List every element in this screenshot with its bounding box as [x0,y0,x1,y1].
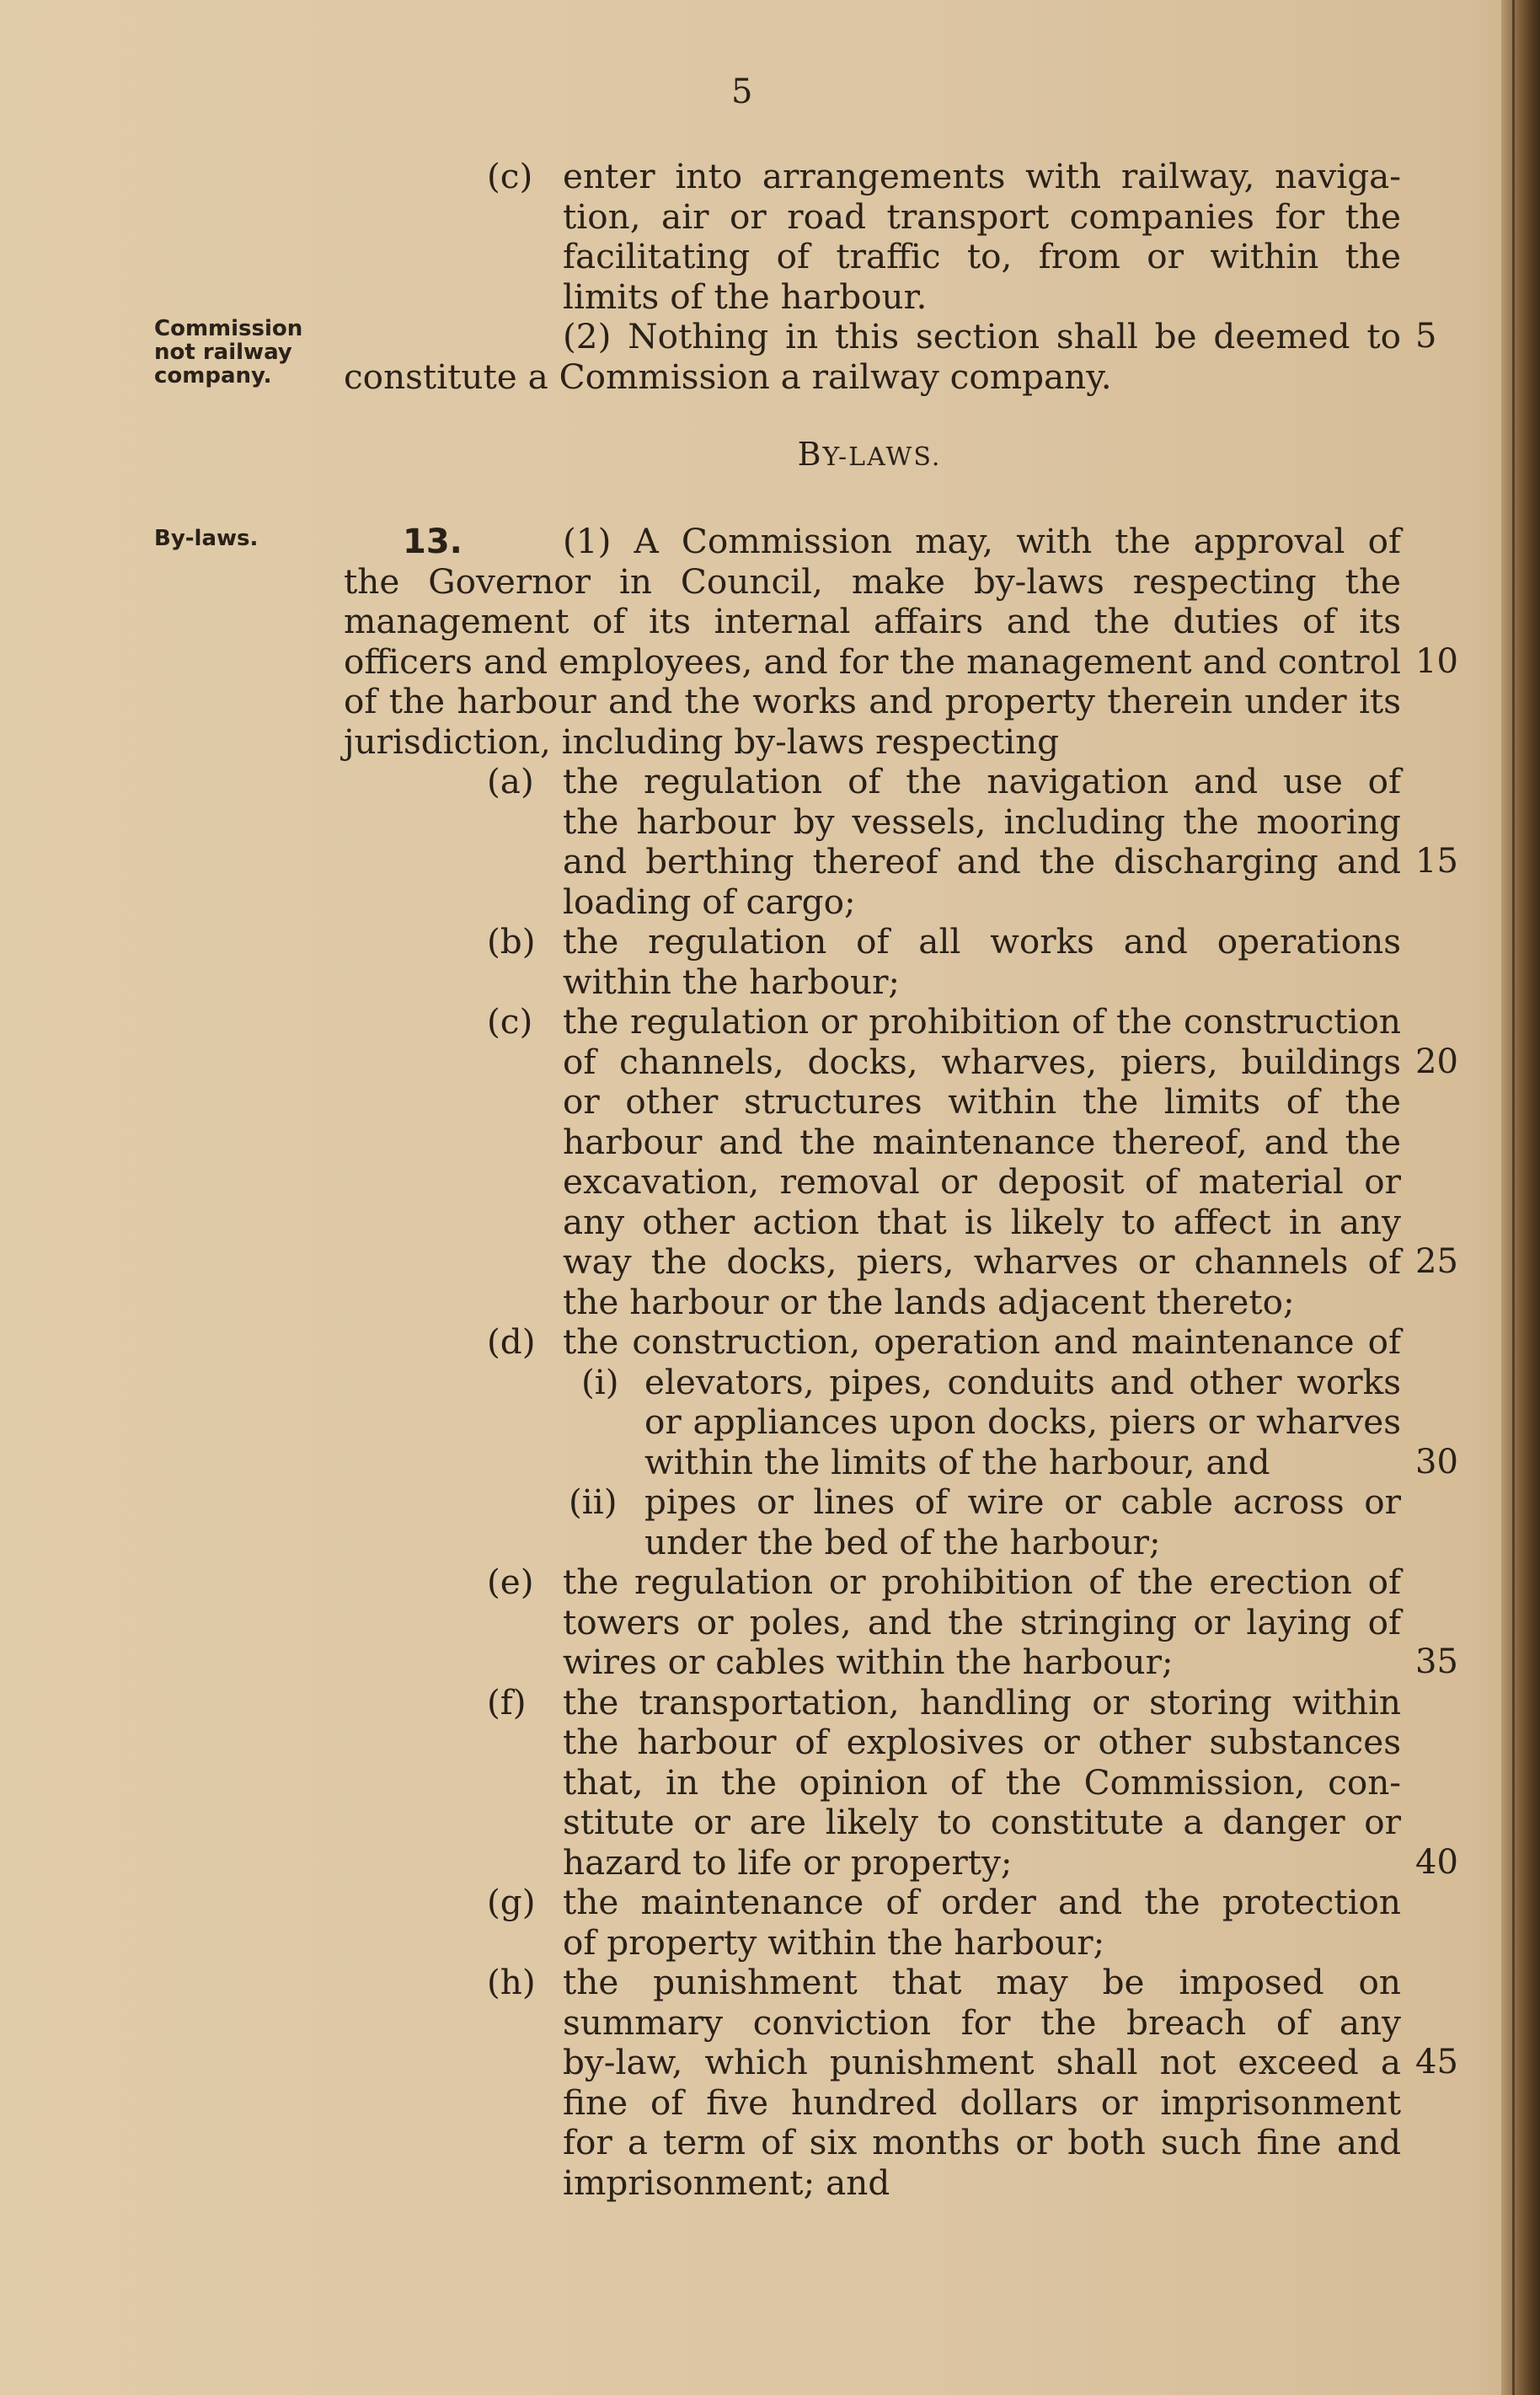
item-label: (g) [487,1882,536,1922]
text-line: any other action that is likely to affect in any [563,1202,1401,1242]
text-line: excavation, removal or deposit of material or [563,1161,1401,1202]
text-line: (1) A Commission may, with the approval of [563,521,1401,561]
margin-note-commission [154,317,302,388]
text-line: harbour and the maintenance thereof, and the [563,1122,1401,1162]
text-line: the maintenance of order and the protection [563,1882,1401,1922]
text-line: the Governor in Council, make by-laws respecting the [344,561,1401,602]
text-line: hazard to life or property; [563,1842,1013,1883]
text-line: by-law, which punishment shall not exceed a [563,2042,1401,2082]
text-line: within the limits of the harbour, and [644,1442,1270,1482]
section-number [403,522,463,563]
text-line: fine of five hundred dollars or imprisonment [563,2082,1401,2123]
item-label: (h) [487,1962,536,2002]
text-line: for a term of six months or both such fine and [563,2122,1401,2162]
item-label: (b) [487,921,536,962]
line-number: 35 [1415,1642,1458,1681]
text-line: the harbour by vessels, including the mooring [563,801,1401,842]
text-line: within the harbour; [563,962,901,1002]
subitem-label: (ii) [569,1481,618,1522]
line-number: 5 [1415,317,1437,356]
item-label: (c) [487,1001,533,1042]
page-number: 5 [731,72,753,111]
item-label: (f) [487,1682,527,1723]
text-line: that, in the opinion of the Commission, con- [563,1762,1401,1803]
line-number: 25 [1415,1242,1458,1281]
item-label: (e) [487,1562,534,1602]
text-line: enter into arrangements with railway, naviga- [563,156,1401,196]
text-line: constitute a Commission a railway company. [344,356,1112,397]
text-line: of the harbour and the works and property therein under its [344,681,1401,721]
line-number: 30 [1415,1443,1458,1481]
text-line: the transportation, handling or storing within [563,1682,1401,1723]
text-line: and berthing thereof and the discharging and [563,841,1401,881]
text-line: of channels, docks, wharves, piers, buildings [563,1042,1401,1082]
line-number: 45 [1415,2043,1458,2082]
text-line: tion, air or road transport companies for the [563,196,1401,237]
text-line: way the docks, piers, wharves or channels of [563,1241,1401,1282]
text-line: under the bed of the harbour; [644,1522,1161,1562]
section-13-number: 13. [403,522,463,561]
text-line: of property within the harbour; [563,1922,1105,1963]
margin-note-line: Commission [154,316,303,341]
text-line: jurisdiction, including by-laws respecting [344,721,1060,762]
text-line: the regulation of all works and operations [563,921,1401,962]
text-line: loading of cargo; [563,881,856,922]
text-line: officers and employees, and for the management and control [344,641,1401,682]
book-spine [1501,0,1540,2395]
text-line: summary conviction for the breach of any [563,2002,1401,2043]
spine-edge [1512,0,1515,2395]
margin-note-bylaws: By-laws. [154,526,259,551]
text-line: stitute or are likely to constitute a danger or [563,1802,1401,1842]
section-heading [0,434,1540,478]
heading-initial: B [797,436,823,473]
text-line: management of its internal affairs and the duties of its [344,601,1401,641]
item-label: (d) [487,1321,536,1362]
text-line: or other structures within the limits of the [563,1081,1401,1122]
margin-note-line: company. [154,363,272,388]
text-line: towers or poles, and the stringing or laying of [563,1602,1401,1642]
text-line: the harbour of explosives or other substances [563,1722,1401,1762]
line-number: 20 [1415,1042,1458,1081]
margin-note-line: not railway [154,340,292,365]
text-line: the punishment that may be imposed on [563,1962,1401,2002]
text-line: the regulation or prohibition of the erection of [563,1562,1401,1602]
text-line: the regulation or prohibition of the construction [563,1001,1401,1042]
text-line: wires or cables within the harbour; [563,1642,1174,1682]
text-line: pipes or lines of wire or cable across or [644,1481,1401,1522]
line-number: 10 [1415,642,1458,681]
text-line: facilitating of traffic to, from or within the [563,236,1401,276]
item-label: (c) [487,156,533,196]
text-line: imprisonment; and [563,2162,890,2203]
line-number: 40 [1415,1843,1458,1882]
text-line: the construction, operation and maintenance of [563,1321,1401,1362]
subitem-label: (i) [581,1362,619,1402]
text-line: or appliances upon docks, piers or wharves [644,1401,1401,1442]
text-line: the regulation of the navigation and use of [563,761,1401,801]
text-line: limits of the harbour. [563,276,928,317]
text-line: elevators, pipes, conduits and other works [644,1362,1401,1402]
heading-rest: Y-LAWS. [822,442,942,472]
line-number: 15 [1415,842,1458,881]
text-line: the harbour or the lands adjacent thereto; [563,1282,1295,1322]
text-line: (2) Nothing in this section shall be deemed to [563,316,1401,356]
item-label: (a) [487,761,534,801]
